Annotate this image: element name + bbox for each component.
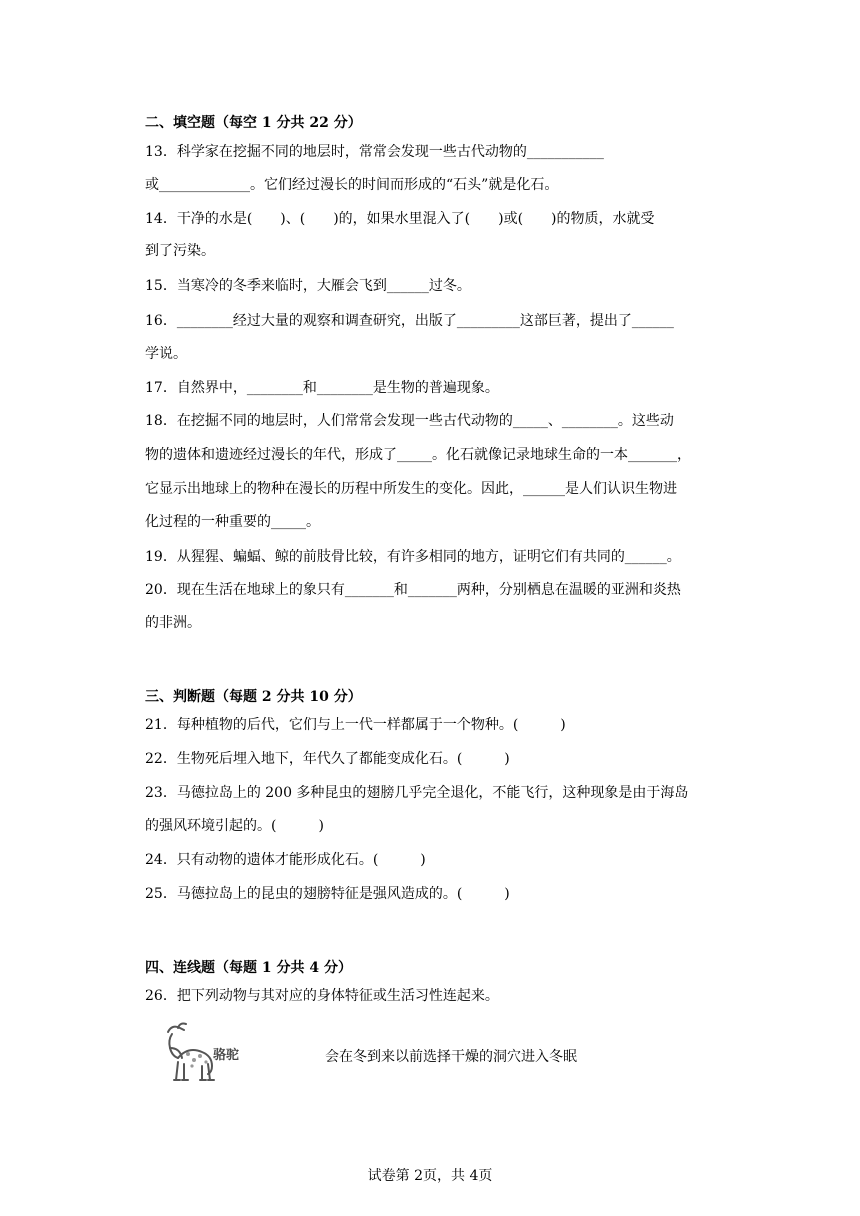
question-line: 的强风环境引起的。( )	[145, 818, 324, 834]
page-footer: 试卷第 2页，共 4页	[367, 1168, 493, 1184]
question-line: 17．自然界中，________和________是生物的普遍现象。	[145, 380, 499, 396]
question-line: 22．生物死后埋入地下，年代久了都能变成化石。( )	[145, 751, 510, 767]
animal-label-camel: 骆驼	[213, 1048, 240, 1063]
question-line: 23．马德拉岛上的 200 多种昆虫的翅膀几乎完全退化，不能飞行，这种现象是由于海岛	[145, 785, 689, 801]
question-line: 它显示出地球上的物种在漫长的历程中所发生的变化。因此，______是人们认识生物进	[145, 481, 677, 497]
section-2-heading: 二、填空题（每空 1 分共 22 分）	[145, 115, 362, 131]
question-line: 到了污染。	[145, 243, 215, 259]
question-line: 13．科学家在挖掘不同的地层时，常常会发现一些古代动物的___________	[145, 144, 604, 160]
question-line: 14．干净的水是( )、( )的，如果水里混入了( )或( )的物质，水就受	[145, 211, 655, 227]
question-line: 物的遗体和遗迹经过漫长的年代，形成了_____。化石就像记录地球生命的一本_______，	[145, 447, 691, 463]
question-line: 26．把下列动物与其对应的身体特征或生活习性连起来。	[145, 988, 499, 1004]
question-line: 20．现在生活在地球上的象只有_______和_______两种，分别栖息在温暖的亚洲和炎热	[145, 582, 681, 598]
question-line: 18．在挖掘不同的地层时，人们常常会发现一些古代动物的_____、________。这些动	[145, 413, 674, 429]
section-3-heading: 三、判断题（每题 2 分共 10 分）	[145, 689, 362, 705]
question-line: 19．从猩猩、蝙蝠、鲸的前肢骨比较，有许多相同的地方，证明它们有共同的______。	[145, 549, 681, 565]
question-line: 的非洲。	[145, 615, 201, 631]
question-line: 24．只有动物的遗体才能形成化石。( )	[145, 852, 426, 868]
question-line: 或_____________。它们经过漫长的时间而形成的“石头”就是化石。	[145, 177, 559, 193]
question-line: 化过程的一种重要的_____。	[145, 514, 320, 530]
section-4-heading: 四、连线题（每题 1 分共 4 分）	[145, 960, 352, 976]
question-line: 15．当寒冷的冬季来临时，大雁会飞到______过冬。	[145, 278, 471, 294]
match-option: 会在冬到来以前选择干燥的洞穴进入冬眠	[325, 1049, 577, 1065]
question-line: 16．________经过大量的观察和调查研究，出版了_________这部巨著，提出了______	[145, 313, 674, 329]
question-line: 25．马德拉岛上的昆虫的翅膀特征是强风造成的。( )	[145, 886, 510, 902]
question-line: 21．每种植物的后代，它们与上一代一样都属于一个物种。( )	[145, 717, 566, 733]
question-line: 学说。	[145, 346, 187, 362]
